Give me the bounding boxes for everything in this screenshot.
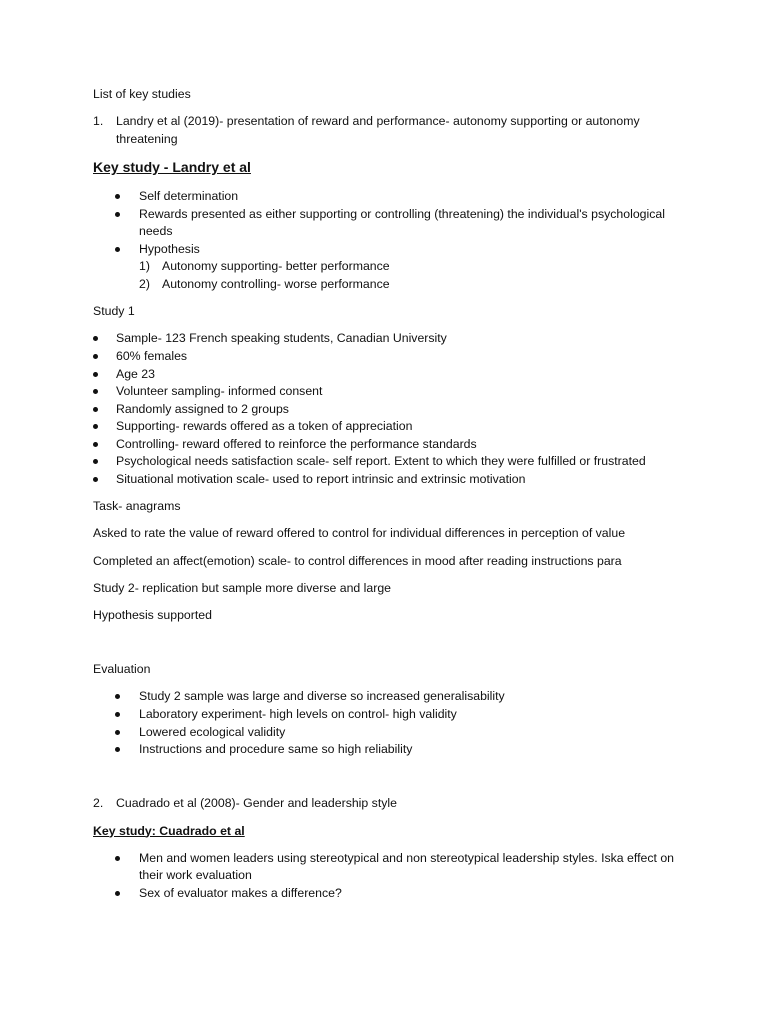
- evaluation-label: Evaluation: [93, 662, 151, 677]
- hypotheses-list: [93, 258, 683, 293]
- list-item-text: Landry et al (2019)- presentation of reward and performance- autonomy supporting or autonomy threatening: [116, 114, 640, 146]
- bullet-icon: [115, 694, 120, 699]
- bullet-icon: [115, 712, 120, 717]
- bullet-icon: [93, 407, 98, 412]
- document-body: [93, 86, 683, 912]
- cuadrado-heading: Key study: Cuadrado et al: [93, 823, 245, 838]
- bullet-icon: [115, 730, 120, 735]
- study2-text: Study 2- replication but sample more diverse and large: [93, 580, 392, 595]
- study1-label: Study 1: [93, 304, 135, 319]
- list-item: [93, 688, 683, 706]
- list-item: [93, 258, 683, 276]
- list-item-text: Lowered ecological validity: [139, 724, 286, 739]
- list-item-text: Men and women leaders using stereotypical and non stereotypical leadership styles. Iska effect on their work evaluation: [139, 850, 674, 883]
- list-item-text: Volunteer sampling- informed consent: [116, 384, 323, 399]
- affect-scale-text: Completed an affect(emotion) scale- to control differences in mood after reading instructions para: [93, 553, 622, 568]
- list-item: [93, 741, 683, 759]
- list-item-text: Sample- 123 French speaking students, Canadian University: [116, 331, 447, 346]
- list-item-text: Randomly assigned to 2 groups: [116, 401, 289, 416]
- evaluation-bullets: [93, 688, 683, 758]
- list-marker: 1): [139, 259, 150, 274]
- list-item: [93, 241, 683, 259]
- list-item: [93, 206, 683, 241]
- list-item-text: Study 2 sample was large and diverse so increased generalisability: [139, 689, 505, 704]
- list-item: [93, 383, 683, 401]
- list-item: [93, 113, 683, 148]
- bullet-icon: [115, 247, 120, 252]
- list-item: [93, 850, 683, 885]
- list-marker: 2.: [93, 796, 104, 811]
- list-item: [93, 401, 683, 419]
- list-item: [93, 348, 683, 366]
- bullet-icon: [115, 212, 120, 217]
- list-item: [93, 453, 683, 471]
- bullet-icon: [93, 389, 98, 394]
- list-marker: 2): [139, 276, 150, 291]
- bullet-icon: [115, 194, 120, 199]
- list-item: [93, 471, 683, 489]
- task-text: Task- anagrams: [93, 499, 181, 514]
- list-item: [93, 706, 683, 724]
- studies-list: [93, 113, 683, 148]
- landry-bullets: [93, 188, 683, 258]
- list-marker: 1.: [93, 114, 104, 129]
- list-item: [93, 885, 683, 903]
- landry-heading: Key study - Landry et al: [93, 158, 251, 175]
- list-item-text: 60% females: [116, 348, 188, 363]
- list-item-text: Sex of evaluator makes a difference?: [139, 885, 342, 900]
- list-item-text: Rewards presented as either supporting or controlling (threatening) the individual's psychological needs: [139, 206, 665, 239]
- bullet-icon: [93, 459, 98, 464]
- list-item-text: Supporting- rewards offered as a token of appreciation: [116, 419, 413, 434]
- bullet-icon: [93, 424, 98, 429]
- list-item: [93, 724, 683, 742]
- list-item: [93, 795, 683, 813]
- spacer: [93, 768, 683, 795]
- studies-list-2: [93, 795, 683, 813]
- spacer: [93, 634, 683, 661]
- study1-bullets: [93, 330, 683, 488]
- list-item: [93, 188, 683, 206]
- list-item-text: Autonomy supporting- better performance: [162, 259, 390, 274]
- list-item-text: Autonomy controlling- worse performance: [162, 276, 390, 291]
- list-item: [93, 436, 683, 454]
- list-item: [93, 418, 683, 436]
- list-item-text: Psychological needs satisfaction scale- self report. Extent to which they were fulfilled or frustrated: [116, 454, 646, 469]
- document-title: List of key studies: [93, 87, 191, 101]
- list-item: [93, 330, 683, 348]
- list-item-text: Laboratory experiment- high levels on control- high validity: [139, 706, 457, 721]
- list-item: [93, 276, 683, 294]
- bullet-icon: [93, 336, 98, 341]
- list-item-text: Age 23: [116, 366, 155, 381]
- bullet-icon: [115, 891, 120, 896]
- bullet-icon: [93, 372, 98, 377]
- hypothesis-supported-text: Hypothesis supported: [93, 608, 212, 622]
- list-item: [93, 366, 683, 384]
- rate-value-text: Asked to rate the value of reward offered to control for individual differences in perception of value: [93, 526, 626, 541]
- bullet-icon: [93, 442, 98, 447]
- list-item-text: Cuadrado et al (2008)- Gender and leadership style: [116, 796, 397, 811]
- list-item-text: Self determination: [139, 188, 239, 203]
- bullet-icon: [115, 856, 120, 861]
- cuadrado-bullets: [93, 850, 683, 903]
- bullet-icon: [93, 477, 98, 482]
- list-item-text: Situational motivation scale- used to report intrinsic and extrinsic motivation: [116, 472, 526, 487]
- list-item-text: Hypothesis: [139, 241, 200, 256]
- bullet-icon: [115, 747, 120, 752]
- list-item-text: Instructions and procedure same so high reliability: [139, 742, 413, 757]
- bullet-icon: [93, 354, 98, 359]
- list-item-text: Controlling- reward offered to reinforce the performance standards: [116, 436, 477, 451]
